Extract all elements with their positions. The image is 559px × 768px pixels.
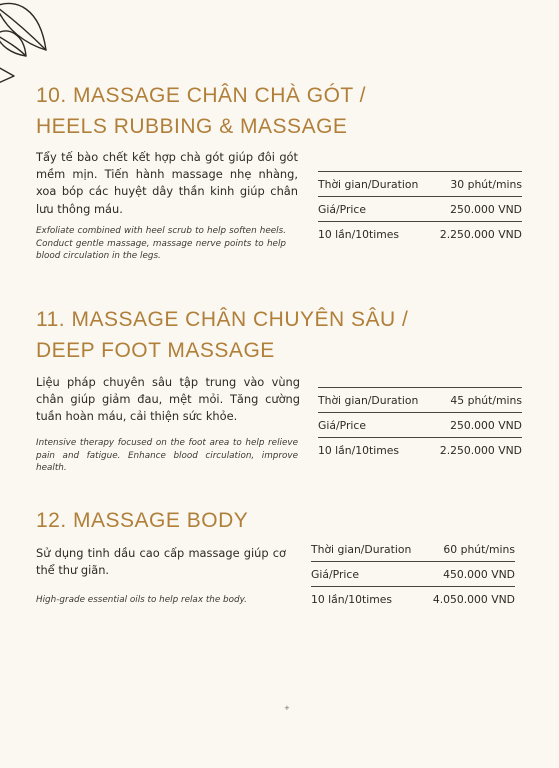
leaf-decoration-icon bbox=[0, 0, 60, 90]
description-english: Intensive therapy focused on the foot area to help relieve pain and fatigue. Enhance blood circulation, improve health. bbox=[36, 438, 298, 474]
price-row bbox=[318, 413, 522, 438]
price-label: Giá/Price bbox=[318, 413, 430, 438]
price-row bbox=[311, 562, 515, 587]
price-table bbox=[318, 171, 522, 246]
price-value: 250.000 VND bbox=[430, 413, 522, 438]
price-row bbox=[318, 197, 522, 222]
package-row bbox=[318, 438, 522, 463]
description-english: Exfoliate combined with heel scrub to help soften heels. Conduct gentle massage, massage nerve points to help blood circulation in the legs. bbox=[36, 226, 286, 262]
duration-row bbox=[311, 537, 515, 562]
price-label: Giá/Price bbox=[318, 197, 430, 222]
title-line-1: 10. MASSAGE CHÂN CHÀ GÓT / bbox=[36, 84, 367, 107]
package-value: 4.050.000 VND bbox=[423, 587, 515, 612]
package-value: 2.250.000 VND bbox=[430, 222, 522, 247]
description-vietnamese: Tẩy tế bào chết kết hợp chà gót giúp đôi gót mềm mịn. Tiến hành massage nhẹ nhàng, xoa bóp các huyệt dây thần kinh giúp chân lưu thông máu. bbox=[36, 150, 298, 216]
price-value: 250.000 VND bbox=[430, 197, 522, 222]
description-english: High-grade essential oils to help relax the body. bbox=[36, 595, 247, 605]
page-marker: + bbox=[284, 704, 290, 712]
price-table bbox=[318, 387, 522, 462]
title-line-1: 12. MASSAGE BODY bbox=[36, 509, 249, 532]
duration-row bbox=[318, 388, 522, 413]
section-title-massage-body bbox=[36, 505, 248, 536]
duration-value: 30 phút/mins bbox=[430, 172, 522, 197]
price-table bbox=[311, 537, 515, 611]
duration-label: Thời gian/Duration bbox=[311, 542, 412, 556]
title-line-1: 11. MASSAGE CHÂN CHUYÊN SÂU / bbox=[36, 308, 409, 331]
section-title-heels-rubbing bbox=[36, 80, 366, 142]
price-value: 450.000 VND bbox=[423, 562, 515, 587]
duration-value: 60 phút/mins bbox=[443, 542, 515, 556]
package-row bbox=[318, 222, 522, 247]
duration-row bbox=[318, 172, 522, 197]
duration-label: Thời gian/Duration bbox=[318, 172, 430, 197]
title-line-2: DEEP FOOT MASSAGE bbox=[36, 339, 275, 362]
package-row bbox=[311, 587, 515, 612]
description-vietnamese: Sử dụng tinh dầu cao cấp massage giúp cơ thể thư giãn. bbox=[36, 546, 286, 578]
price-label: Giá/Price bbox=[311, 562, 423, 587]
package-label: 10 lần/10times bbox=[318, 438, 430, 463]
package-label: 10 lần/10times bbox=[318, 222, 430, 247]
description-vietnamese: Liệu pháp chuyên sâu tập trung vào vùng chân giúp giảm đau, mệt mỏi. Tăng cường tuần hoàn máu, cải thiện sức khỏe. bbox=[36, 375, 300, 424]
package-value: 2.250.000 VND bbox=[430, 438, 522, 463]
duration-label: Thời gian/Duration bbox=[318, 388, 430, 413]
title-line-2: HEELS RUBBING & MASSAGE bbox=[36, 115, 348, 138]
duration-value: 45 phút/mins bbox=[430, 388, 522, 413]
section-title-deep-foot bbox=[36, 304, 408, 366]
package-label: 10 lần/10times bbox=[311, 587, 423, 612]
